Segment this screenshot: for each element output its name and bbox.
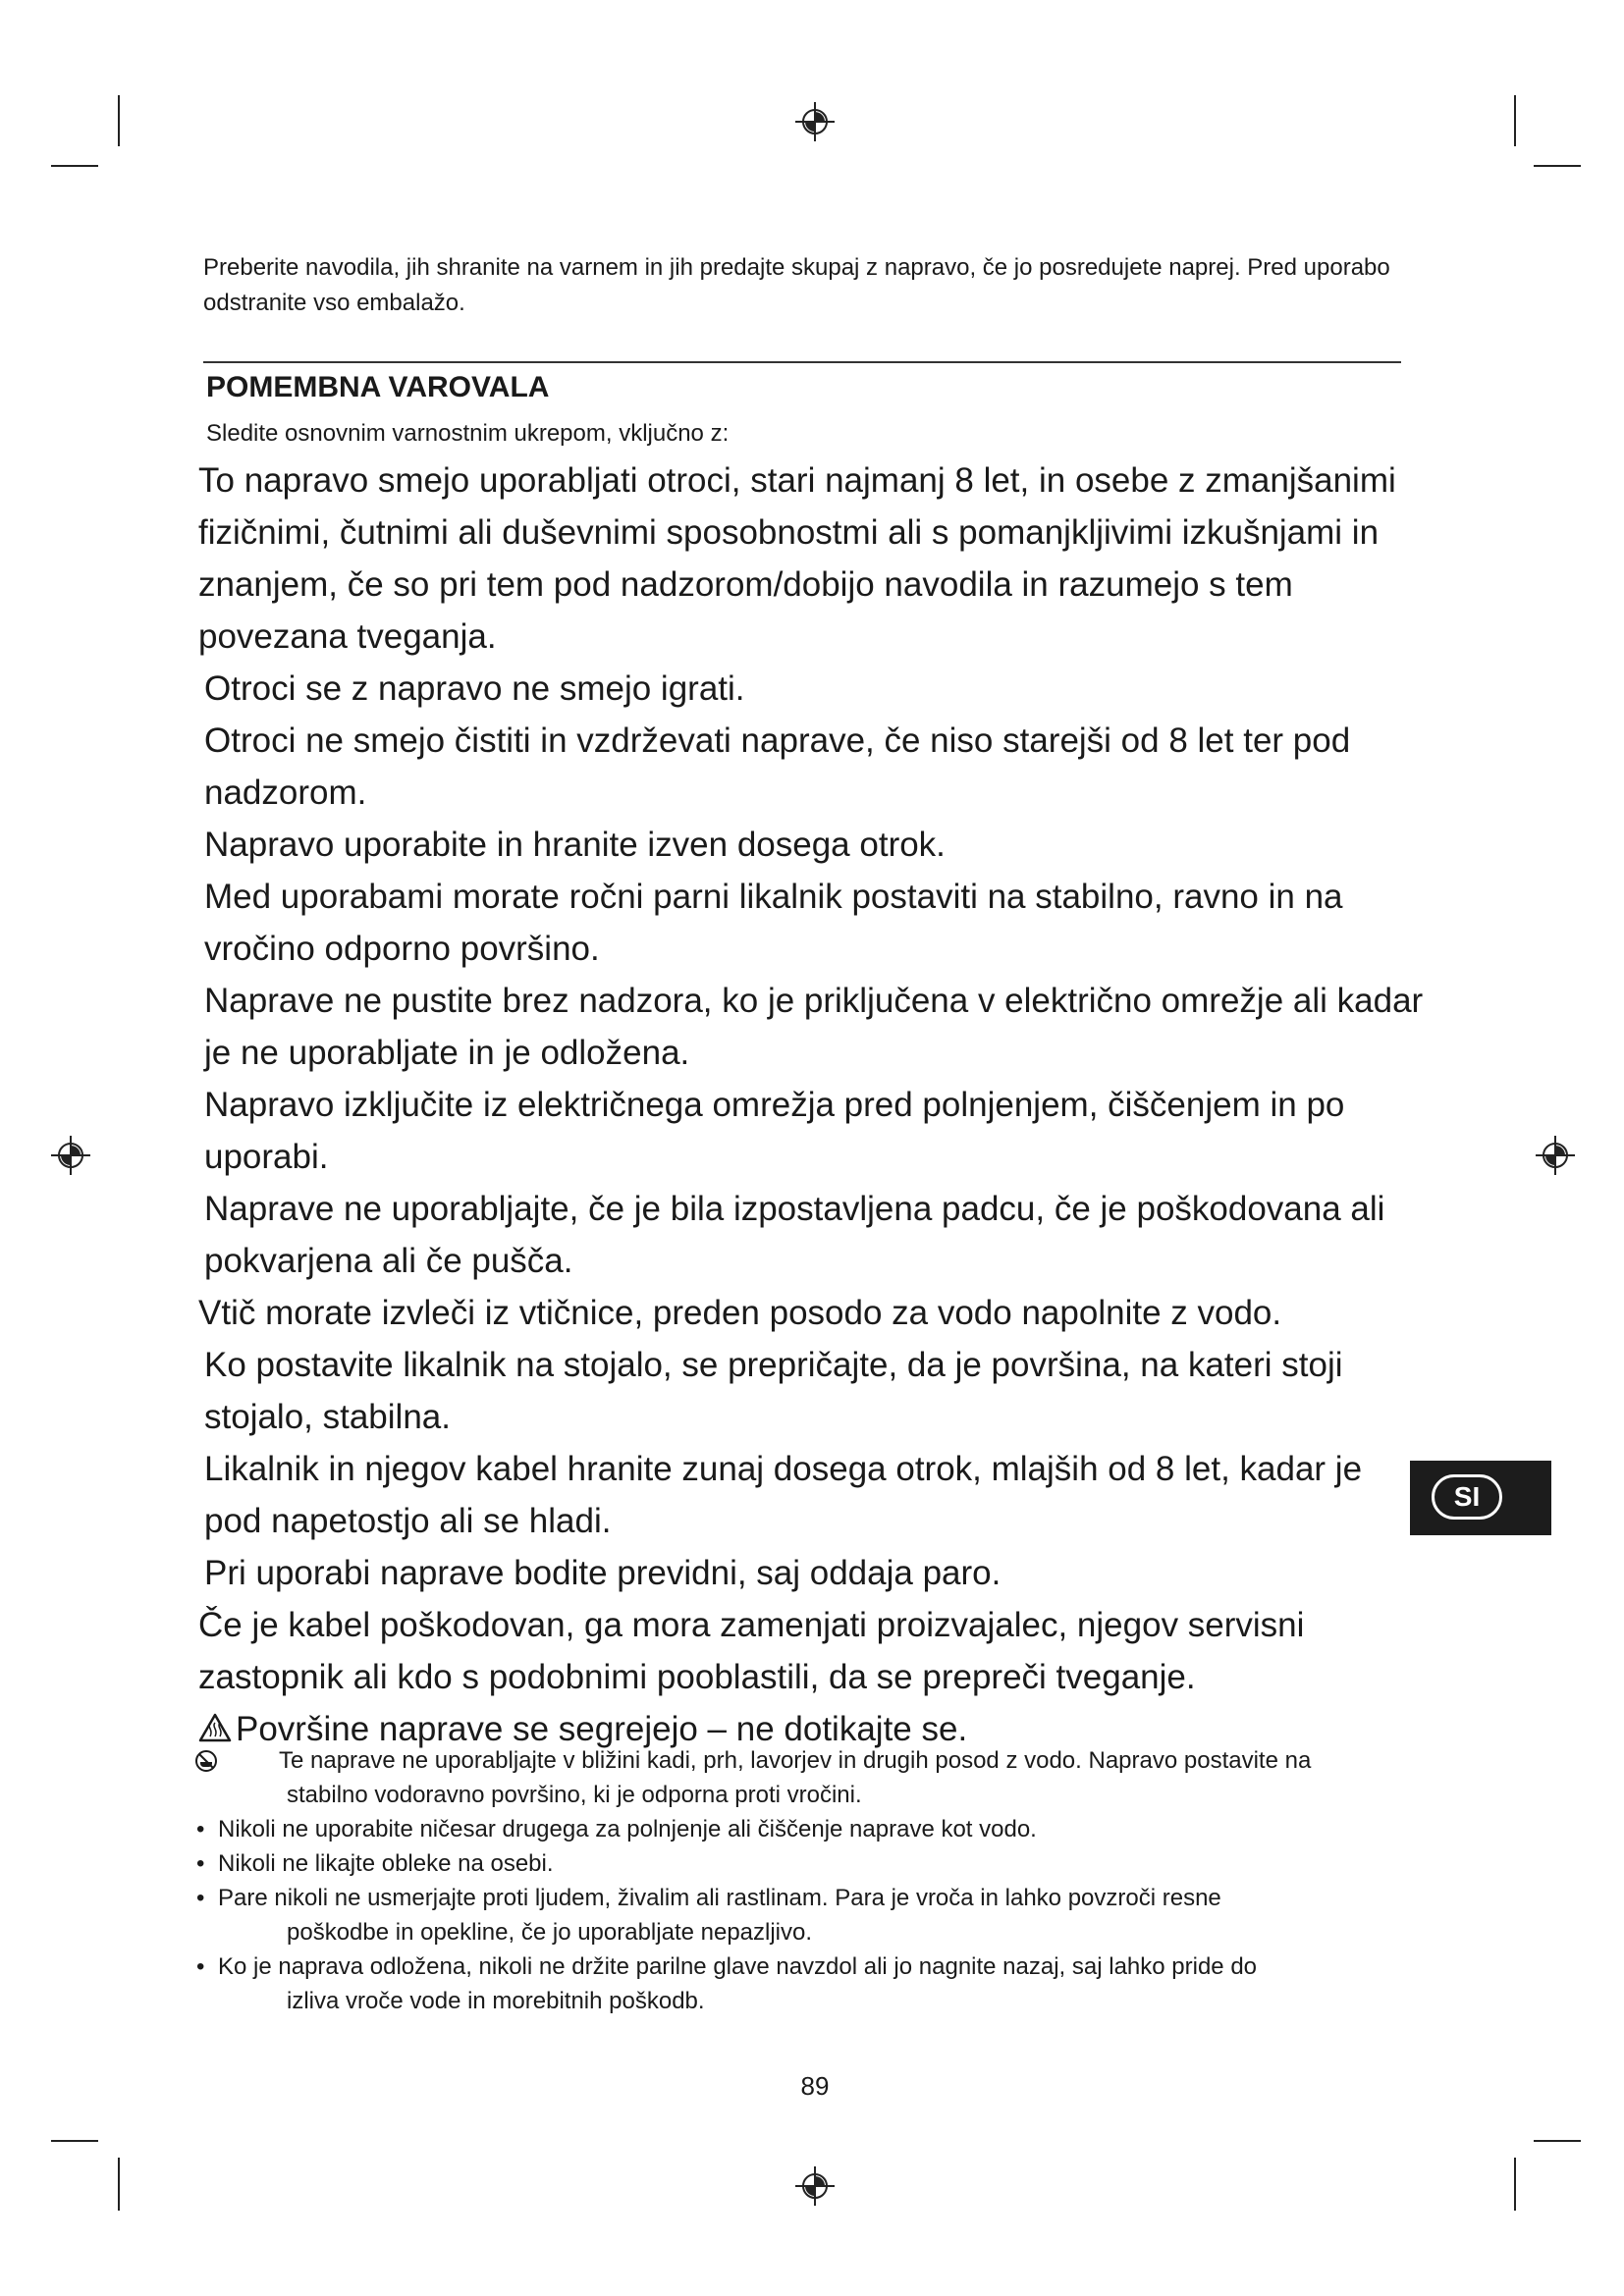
list-item-text: Nikoli ne likajte obleke na osebi.	[218, 1850, 554, 1877]
safety-item: Če je kabel poškodovan, ga mora zamenjati proizvajalec, njegov servisni zastopnik ali kdo s podobnimi pooblastili, da se prepreči tveganje.	[198, 1606, 1305, 1696]
section-divider	[203, 361, 1401, 363]
safety-item: To napravo smejo uporabljati otroci, stari najmanj 8 let, in osebe z zmanjšanimi fizičnimi, čutnimi ali duševnimi sposobnostmi ali s pomanjkljivimi izkušnjami in znanjem, če so pri tem pod nadzorom/dobijo navodila in razumejo s tem povezana tveganja.	[198, 461, 1396, 656]
list-item	[196, 1812, 1434, 1846]
safety-item: Napravo uporabite in hranite izven dosega otrok.	[204, 826, 946, 864]
safety-item: Naprave ne uporabljajte, če je bila izpostavljena padcu, če je poškodovana ali pokvarjena ali če pušča.	[204, 1190, 1385, 1280]
page-number: 89	[800, 2071, 830, 2101]
section-heading: POMEMBNA VAROVALA	[206, 371, 550, 403]
safety-item: Naprave ne pustite brez nadzora, ko je priključena v električno omrežje ali kadar je ne uporabljate in je odložena.	[204, 982, 1424, 1072]
crop-mark	[1514, 95, 1516, 146]
language-tab	[1410, 1461, 1551, 1535]
list-item-text: Pare nikoli ne usmerjajte proti ljudem, živalim ali rastlinam. Para je vroča in lahko povzroči resne	[218, 1885, 1221, 1911]
language-tab-label: SI	[1432, 1474, 1502, 1520]
list-item-text: Nikoli ne uporabite ničesar drugega za polnjenje ali čiščenje naprave kot vodo.	[218, 1816, 1037, 1842]
safety-item: Likalnik in njegov kabel hranite zunaj dosega otrok, mlajših od 8 let, kadar je pod napetostjo ali se hladi.	[204, 1450, 1363, 1540]
bullet: •	[196, 1953, 205, 1980]
water-warning-line1: Te naprave ne uporabljajte v bližini kadi, prh, lavorjev in drugih posod z vodo. Napravo postavite na	[279, 1747, 1312, 1774]
crop-mark	[1534, 165, 1581, 167]
safety-item: Med uporabami morate ročni parni likalnik postaviti na stabilno, ravno in na vročino odporno površino.	[204, 878, 1343, 968]
safety-item: Napravo izključite iz električnega omrežja pred polnjenjem, čiščenjem in po uporabi.	[204, 1086, 1345, 1176]
safety-list	[198, 454, 1426, 1755]
list-item-text-cont: poškodbe in opekline, če jo uporabljate nepazljivo.	[287, 1919, 813, 1946]
crop-mark	[51, 165, 98, 167]
list-item-text: Ko je naprava odložena, nikoli ne držite parilne glave navzdol ali jo nagnite nazaj, saj lahko pride do	[218, 1953, 1258, 1980]
crop-mark	[51, 2140, 98, 2142]
no-bath-icon	[194, 1749, 218, 1773]
safety-item: Otroci se z napravo ne smejo igrati.	[204, 669, 745, 708]
water-warning	[196, 1743, 1434, 1812]
section-subheading: Sledite osnovnim varnostnim ukrepom, vključno z:	[206, 420, 730, 447]
bullet: •	[196, 1816, 205, 1842]
additional-warnings	[196, 1743, 1434, 2018]
safety-item: Vtič morate izvleči iz vtičnice, preden posodo za vodo napolnite z vodo.	[198, 1294, 1282, 1332]
registration-mark-icon	[1534, 1134, 1577, 1177]
list-item	[196, 1949, 1434, 2018]
safety-item: Otroci ne smejo čistiti in vzdrževati naprave, če niso starejši od 8 let ter pod nadzorom.	[204, 721, 1351, 812]
registration-mark-icon	[793, 100, 837, 143]
bullet: •	[196, 1850, 205, 1877]
crop-mark	[118, 2158, 120, 2211]
list-item	[196, 1881, 1434, 1949]
water-warning-line2: stabilno vodoravno površino, ki je odporna proti vročini.	[287, 1782, 862, 1808]
hot-surface-warning-text: Površine naprave se segrejejo – ne dotikajte se.	[236, 1710, 968, 1748]
bullet: •	[196, 1885, 205, 1911]
safety-item: Ko postavite likalnik na stojalo, se prepričajte, da je površina, na kateri stoji stojalo, stabilna.	[204, 1346, 1343, 1436]
crop-mark	[1514, 2158, 1516, 2211]
registration-mark-icon	[793, 2164, 837, 2208]
crop-mark	[1534, 2140, 1581, 2142]
list-item	[196, 1846, 1434, 1881]
registration-mark-icon	[49, 1134, 92, 1177]
safety-item: Pri uporabi naprave bodite previdni, saj oddaja paro.	[204, 1554, 1001, 1592]
list-item-text-cont: izliva vroče vode in morebitnih poškodb.	[287, 1988, 705, 2014]
crop-mark	[118, 95, 120, 146]
hot-surface-warning-icon	[198, 1713, 232, 1742]
intro-paragraph: Preberite navodila, jih shranite na varnem in jih predajte skupaj z napravo, če jo posredujete naprej. Pred uporabo odstranite vso embalažo.	[203, 254, 1390, 316]
